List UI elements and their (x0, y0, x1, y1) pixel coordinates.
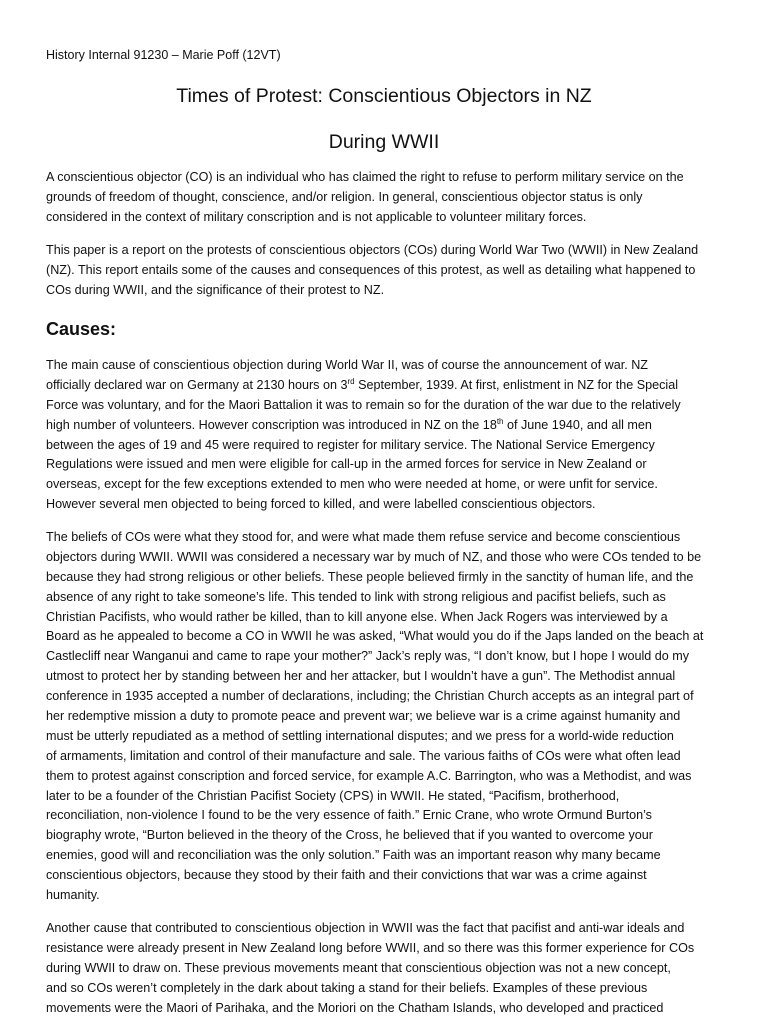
text-line (46, 376, 730, 396)
text-line: because they had strong religious or other beliefs. These people believed firmly in the sanctity of human life, and the (46, 569, 694, 584)
text-line: conscientious objectors, because they stood by their faith and their convictions that war was a crime against (46, 868, 647, 883)
section-heading-causes: Causes: (46, 319, 117, 339)
intro-paragraph-2 (46, 241, 730, 301)
text-line: biography wrote, “Burton believed in the theory of the Cross, he believed that if you wanted to overcome your (46, 828, 653, 843)
text-line: reconciliation, non-violence I found to be the very essence of faith.” Ernic Crane, who wrote Ormund Burton’s (46, 808, 652, 823)
text-line: Board as he appealed to become a CO in WWII he was asked, “What would you do if the Japs landed on the beach at (46, 629, 704, 644)
text-line (46, 416, 730, 436)
text-line: Christian Pacifists, who would rather be killed, than to kill anyone else. When Jack Rogers was interviewed by a (46, 609, 668, 624)
text-line: enemies, good will and reconciliation was the only solution.” Faith was an important reason why many became (46, 848, 661, 863)
text-line: A conscientious objector (CO) is an individual who has claimed the right to refuse to perform military service on the (46, 170, 684, 184)
text-line: Castlecliff near Wanganui and came to rape your mother?” Jack’s reply was, “I don’t know, but I hope I would do my (46, 649, 690, 664)
ordinal-suffix: th (496, 416, 504, 426)
text-line: Force was voluntary, and for the Maori Battalion it was to remain so for the duration of the war due to the relatively (46, 397, 681, 412)
text-line: However several men objected to being forced to killed, and were labelled conscientious objectors. (46, 497, 596, 512)
text-line: between the ages of 19 and 45 were required to register for military service. The National Service Emergency (46, 437, 655, 452)
text-line: grounds of freedom of thought, conscience, and/or religion. In general, conscientious objector status is only (46, 189, 643, 204)
text-line: considered in the context of military conscription and is not applicable to volunteer military forces. (46, 209, 587, 224)
text-line: objectors during WWII. WWII was considered a necessary war by much of NZ, and those who were COs tended to be (46, 549, 702, 564)
text-line: during WWII to draw on. These previous movements meant that conscientious objection was not a new concept, (46, 960, 671, 975)
text-line: humanity. (46, 888, 100, 903)
text-line: Another cause that contributed to conscientious objection in WWII was the fact that pacifist and anti-war ideals and (46, 921, 685, 935)
causes-paragraph-1 (46, 356, 730, 515)
text-line: This paper is a report on the protests of conscientious objectors (COs) during World War Two (WWII) in New Zealand (46, 243, 699, 257)
document-subtitle: During WWII (328, 131, 440, 153)
text-line: them to protest against conscription and forced service, for example A.C. Barrington, who was a Methodist, and was (46, 768, 692, 783)
text-line: Regulations were issued and men were eligible for call-up in the armed forces for service in New Zealand or (46, 457, 647, 472)
text-segment: officially declared war on Germany at 2130 hours on 3 (46, 377, 348, 392)
text-line: The beliefs of COs were what they stood for, and were what made them refuse service and become conscientious (46, 530, 681, 544)
document-title: Times of Protest: Conscientious Objectors in NZ (176, 85, 592, 107)
text-line: movements were the Maori of Parihaka, and the Moriori on the Chatham Islands, who developed and practiced (46, 1000, 664, 1015)
text-line: resistance were already present in New Zealand long before WWII, and so there was this former experience for COs (46, 940, 695, 955)
text-line: overseas, except for the few exceptions extended to men who were needed at home, or were unfit for service. (46, 477, 658, 492)
ordinal-suffix: rd (347, 376, 355, 386)
text-segment: of June 1940, and all men (503, 417, 652, 432)
text-segment: September, 1939. At first, enlistment in NZ for the Special (354, 377, 679, 392)
text-line: and so COs weren’t completely in the dark about taking a stand for their beliefs. Examples of these previous (46, 980, 648, 995)
causes-paragraph-2 (46, 528, 730, 906)
text-line: her redemptive mission a duty to promote peace and prevent war; we believe war is a crime against humanity and (46, 709, 681, 724)
text-line: must be utterly repudiated as a method of settling international disputes; and we press for a world-wide reduction (46, 728, 674, 743)
text-line: utmost to protect her by standing between her and her attacker, but I wouldn’t have a gun”. The Methodist annual (46, 669, 676, 684)
text-line: absence of any right to take someone’s life. This tended to link with strong religious and pacifist beliefs, such as (46, 589, 666, 604)
text-line: conference in 1935 accepted a number of declarations, including; the Christian Church accepts as an integral part of (46, 689, 694, 704)
text-line: of armaments, limitation and control of their manufacture and sale. The various faiths of COs were what often lead (46, 748, 681, 763)
text-segment: high number of volunteers. However conscription was introduced in NZ on the 18 (46, 417, 497, 432)
text-line: The main cause of conscientious objection during World War II, was of course the announcement of war. NZ (46, 358, 649, 372)
text-line: COs during WWII, and the significance of their protest to NZ. (46, 282, 385, 297)
intro-paragraph-1 (46, 168, 730, 228)
causes-paragraph-3 (46, 919, 730, 1018)
text-line: later to be a founder of the Christian Pacifist Society (CPS) in WWII. He stated, “Pacifism, brotherhood, (46, 788, 620, 803)
text-line: (NZ). This report entails some of the causes and consequences of this protest, as well as detailing what happened to (46, 262, 696, 277)
document-header: History Internal 91230 – Marie Poff (12VT) (46, 48, 281, 62)
